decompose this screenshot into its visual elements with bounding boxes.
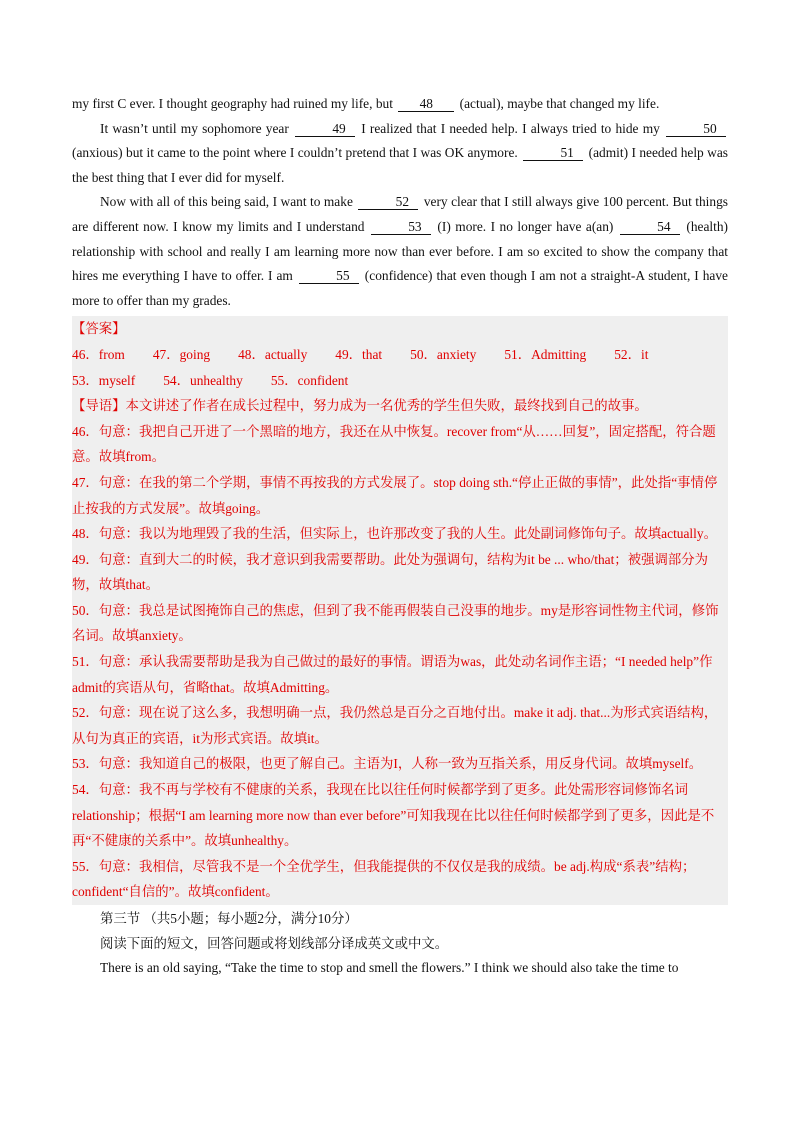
answer-row-2 xyxy=(72,368,728,394)
passage-paragraph-2 xyxy=(72,117,728,191)
text: (admit) I needed help was the best thing that I ever did for myself. xyxy=(72,145,729,185)
answer-55: 55．confident xyxy=(270,372,349,388)
answer-54: 54．unhealthy xyxy=(163,372,243,388)
text: I realized that I needed help. I always tried to hide my xyxy=(357,120,664,136)
text: (confidence) that even though I am not a straight-A student, I have more to offer than my grades. xyxy=(72,268,728,308)
guide-text: 【导语】本文讲述了作者在成长过程中，努力成为一名优秀的学生但失败，最终找到自己的故事。 xyxy=(72,398,648,414)
explanation-48: 48．句意：我以为地理毁了我的生活，但实际上，也许那改变了我的人生。此处副词修饰句子。故填actually。 xyxy=(72,526,717,542)
passage-paragraph-3 xyxy=(72,190,728,313)
answer-50: 50．anxiety xyxy=(410,346,477,362)
blank-53: 53 xyxy=(371,219,431,235)
explanation-50: 50．句意：我总是试图掩饰自己的焦虑，但到了我不能再假装自己没事的地步。my是形容词性物主代词，修饰名词。故填anxiety。 xyxy=(72,602,719,644)
blank-52: 52 xyxy=(358,194,418,210)
blank-55: 55 xyxy=(299,268,359,284)
text: It wasn’t until my sophomore year xyxy=(100,120,294,136)
blank-48: 48 xyxy=(398,96,454,112)
text: (actual), maybe that changed my life. xyxy=(456,96,660,111)
answer-53: 53．myself xyxy=(72,372,136,388)
blank-50: 50 xyxy=(666,121,726,137)
section-3-title: 第三节 （共5小题；每小题2分，满分10分） xyxy=(100,911,358,926)
blank-49: 49 xyxy=(295,121,355,137)
explanation-49: 49．句意：直到大二的时候，我才意识到我需要帮助。此处为强调句，结构为it be ... who/that；被强调部分为物，故填that。 xyxy=(72,551,709,593)
section-3 xyxy=(72,907,728,981)
text: very clear that I still always give 100 percent. But things are different now. I know my limits and I understand xyxy=(72,194,729,234)
text: (health) relationship with school and really I am learning more now than ever before. I am so excited to show the company that hires me everything I have to offer. I am xyxy=(72,218,728,284)
answer-52: 52．it xyxy=(614,346,649,362)
text: Now with all of this being said, I want to make xyxy=(100,194,357,210)
section-3-instruction: 阅读下面的短文，回答问题或将划线部分译成英文或中文。 xyxy=(100,935,449,951)
answer-row-1 xyxy=(72,342,728,368)
answer-51: 51．Admitting xyxy=(504,346,587,362)
answer-46: 46．from xyxy=(72,346,125,362)
document-page xyxy=(72,92,728,981)
answer-47: 47．going xyxy=(152,346,211,362)
explanation-52: 52．句意：现在说了这么多，我想明确一点，我仍然总是百分之百地付出。make it adj. that...为形式宾语结构，从句为真正的宾语，it为形式宾语。故填it。 xyxy=(72,705,718,746)
explanation-55: 55．句意：我相信，尽管我不是一个全优学生，但我能提供的不仅仅是我的成绩。be adj.构成“系表”结构；confident“自信的”。故填confident。 xyxy=(72,858,696,900)
explanation-51: 51．句意：承认我需要帮助是我为自己做过的最好的事情。谓语为was，此处动名词作主语；“I needed help”作admit的宾语从句，省略that。故填Admitting。 xyxy=(72,654,713,695)
explanation-53: 53．句意：我知道自己的极限，也更了解自己。主语为I，人称一致为互指关系，用反身代词。故填myself。 xyxy=(72,756,703,772)
answer-49: 49．that xyxy=(335,346,383,362)
answer-heading: 【答案】 xyxy=(72,321,126,337)
explanation-47: 47．句意：在我的第二个学期，事情不再按我的方式发展了。stop doing sth.“停止正做的事情”，此处指“事情停止按我的方式发展”。故填going。 xyxy=(72,474,718,516)
section-3-text: There is an old saying, “Take the time to stop and smell the flowers.” I think we should also take the time to xyxy=(100,960,679,976)
blank-51: 51 xyxy=(523,145,583,161)
explanation-54: 54．句意：我不再与学校有不健康的关系，我现在比以往任何时候都学到了更多。此处需形容词修饰名词relationship；根据“I am learning more now than ever before”可知我现在比以往任何时候都学到了更多，因此是不再“不健康的关系中”。故填unhealthy。 xyxy=(72,782,715,849)
explanation-46: 46．句意：我把自己开进了一个黑暗的地方，我还在从中恢复。recover from“从……回复”，固定搭配，符合题意。故填from。 xyxy=(72,423,716,465)
answer-section xyxy=(72,316,728,905)
text: (anxious) but it came to the point where I couldn’t pretend that I was OK anymore. xyxy=(72,145,522,161)
passage-line-1 xyxy=(72,92,728,117)
blank-54: 54 xyxy=(620,219,680,235)
text: (I) more. I no longer have a(an) xyxy=(432,218,618,234)
text: my first C ever. I thought geography had ruined my life, but xyxy=(72,96,397,111)
answer-48: 48．actually xyxy=(238,346,308,362)
